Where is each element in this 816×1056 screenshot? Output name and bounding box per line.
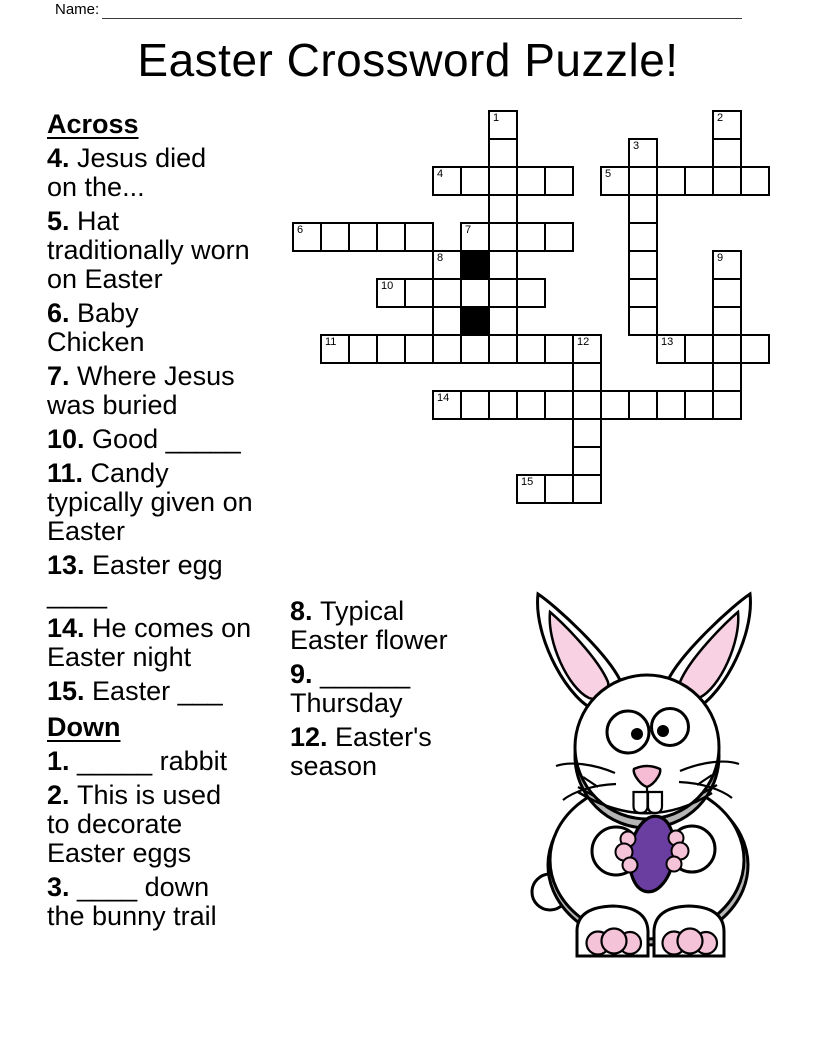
clue-line: Thursday	[290, 688, 403, 718]
grid-cell	[572, 474, 602, 504]
grid-cell	[712, 110, 742, 140]
clue-11	[47, 459, 297, 546]
grid-cell	[488, 222, 518, 252]
grid-cell	[488, 334, 518, 364]
grid-cell	[712, 250, 742, 280]
grid-cell	[460, 390, 490, 420]
grid-cell	[292, 222, 322, 252]
grid-cell	[488, 194, 518, 224]
grid-cell	[628, 390, 658, 420]
grid-cell	[656, 390, 686, 420]
clue-1	[47, 747, 297, 776]
grid-cell	[712, 334, 742, 364]
grid-cell	[460, 222, 490, 252]
grid-cell-number: 15	[521, 476, 534, 488]
grid-cell	[712, 306, 742, 336]
grid-cell	[712, 166, 742, 196]
clue-6	[47, 299, 297, 357]
name-blank-line	[102, 0, 742, 19]
grid-cell	[516, 334, 546, 364]
grid-cell	[712, 390, 742, 420]
grid-cell	[516, 222, 546, 252]
clue-line: Chicken	[47, 327, 145, 357]
clue-14	[47, 614, 297, 672]
clue-9	[290, 660, 510, 718]
grid-cell	[740, 166, 770, 196]
clue-line: 15. Easter ___	[47, 676, 223, 706]
grid-cell	[488, 390, 518, 420]
grid-cell	[572, 390, 602, 420]
grid-cell	[432, 278, 462, 308]
clue-13	[47, 551, 297, 609]
grid-cell-number: 1	[493, 112, 500, 124]
grid-cell-number: 14	[437, 392, 450, 404]
clue-line: 3. ____ down	[47, 872, 210, 902]
grid-cell-number: 6	[297, 224, 304, 236]
clue-line: 9. ______	[290, 659, 411, 689]
grid-cell	[628, 138, 658, 168]
grid-cell	[432, 334, 462, 364]
grid-cell	[376, 334, 406, 364]
grid-cell	[572, 362, 602, 392]
grid-cell	[432, 250, 462, 280]
grid-cell	[600, 166, 630, 196]
grid-cell	[628, 250, 658, 280]
grid-cell	[628, 306, 658, 336]
grid-cell	[516, 278, 546, 308]
down-clues	[47, 747, 297, 931]
grid-cell	[600, 390, 630, 420]
grid-cell	[684, 334, 714, 364]
grid-cell	[516, 390, 546, 420]
grid-cell	[572, 418, 602, 448]
grid-cell	[488, 166, 518, 196]
clue-line: 5. Hat	[47, 206, 120, 236]
clue-line: to decorate	[47, 809, 183, 839]
clue-5	[47, 207, 297, 294]
grid-cell	[572, 334, 602, 364]
clue-3	[47, 873, 297, 931]
clue-line: Easter night	[47, 642, 192, 672]
grid-cell-number: 9	[717, 252, 724, 264]
grid-cell	[460, 334, 490, 364]
clue-line: was buried	[47, 390, 178, 420]
across-heading: Across	[47, 109, 139, 139]
grid-cell-number: 11	[325, 336, 337, 348]
clue-line: 6. Baby	[47, 298, 139, 328]
grid-cell	[656, 166, 686, 196]
grid-cell	[432, 166, 462, 196]
clue-line: on the...	[47, 172, 145, 202]
clue-line: 12. Easter's	[290, 722, 432, 752]
across-clues	[47, 144, 297, 706]
grid-black-cell	[460, 306, 490, 336]
grid-cell-number: 8	[437, 252, 444, 264]
clue-line: 7. Where Jesus	[47, 361, 235, 391]
grid-cell	[544, 474, 574, 504]
clue-line: 2. This is used	[47, 780, 222, 810]
grid-cell	[348, 334, 378, 364]
clues-left-column	[47, 108, 297, 936]
grid-cell-number: 3	[633, 140, 640, 152]
clue-line: 1. _____ rabbit	[47, 746, 228, 776]
grid-cell	[460, 166, 490, 196]
grid-cell-number: 5	[605, 168, 612, 180]
grid-cell	[684, 390, 714, 420]
grid-cell	[488, 110, 518, 140]
clue-line: 13. Easter egg	[47, 550, 223, 580]
grid-cell-number: 7	[465, 224, 472, 236]
grid-cell	[432, 306, 462, 336]
grid-cell-number: 12	[577, 336, 590, 348]
grid-cell	[516, 474, 546, 504]
grid-cell	[488, 250, 518, 280]
grid-cell	[348, 222, 378, 252]
easter-bunny-illustration	[520, 580, 770, 960]
clue-line: 11. Candy	[47, 458, 169, 488]
grid-cell	[488, 278, 518, 308]
grid-cell	[544, 334, 574, 364]
clue-line: 4. Jesus died	[47, 143, 207, 173]
grid-cell-number: 4	[437, 168, 444, 180]
grid-cell	[572, 446, 602, 476]
grid-cell	[320, 334, 350, 364]
clue-10	[47, 425, 297, 454]
clue-line: 8. Typical	[290, 596, 405, 626]
clue-line: the bunny trail	[47, 901, 217, 931]
clue-line: typically given on	[47, 487, 253, 517]
clue-7	[47, 362, 297, 420]
clue-line: traditionally worn	[47, 235, 250, 265]
grid-cell	[628, 278, 658, 308]
grid-cell	[488, 138, 518, 168]
grid-cell	[712, 278, 742, 308]
clue-line: Easter eggs	[47, 838, 192, 868]
grid-cell	[404, 278, 434, 308]
clue-line: 10. Good _____	[47, 424, 241, 454]
grid-cell	[544, 166, 574, 196]
grid-cell	[628, 166, 658, 196]
grid-cell	[404, 222, 434, 252]
grid-cell	[656, 334, 686, 364]
clue-line: Easter flower	[290, 625, 448, 655]
grid-cell	[740, 334, 770, 364]
clues-middle-column	[290, 597, 510, 786]
grid-black-cell	[460, 250, 490, 280]
clue-line: season	[290, 751, 378, 781]
grid-cell-number: 13	[661, 336, 674, 348]
grid-cell-number: 2	[717, 112, 724, 124]
grid-cell	[628, 222, 658, 252]
down-heading: Down	[47, 712, 121, 742]
grid-cell	[712, 138, 742, 168]
grid-cell	[516, 166, 546, 196]
clue-8	[290, 597, 510, 655]
grid-cell	[376, 222, 406, 252]
clue-line: 14. He comes on	[47, 613, 252, 643]
grid-cell	[544, 222, 574, 252]
clue-line: ____	[47, 579, 108, 609]
clue-line: Easter	[47, 516, 126, 546]
grid-cell	[628, 194, 658, 224]
grid-cell	[460, 278, 490, 308]
grid-cell	[712, 362, 742, 392]
clue-4	[47, 144, 297, 202]
page-title: Easter Crossword Puzzle!	[137, 34, 679, 86]
grid-cell	[404, 334, 434, 364]
grid-cell	[488, 306, 518, 336]
bunny-teeth	[634, 792, 663, 813]
grid-cell	[684, 166, 714, 196]
clue-12	[290, 723, 510, 781]
down-clues-continued	[290, 597, 510, 781]
grid-cell	[544, 390, 574, 420]
clue-line: on Easter	[47, 264, 163, 294]
grid-cell	[432, 390, 462, 420]
name-label: Name:	[55, 1, 100, 18]
grid-cell	[376, 278, 406, 308]
grid-cell	[320, 222, 350, 252]
clue-2	[47, 781, 297, 868]
grid-cell-number: 10	[381, 280, 394, 292]
clue-15	[47, 677, 297, 706]
